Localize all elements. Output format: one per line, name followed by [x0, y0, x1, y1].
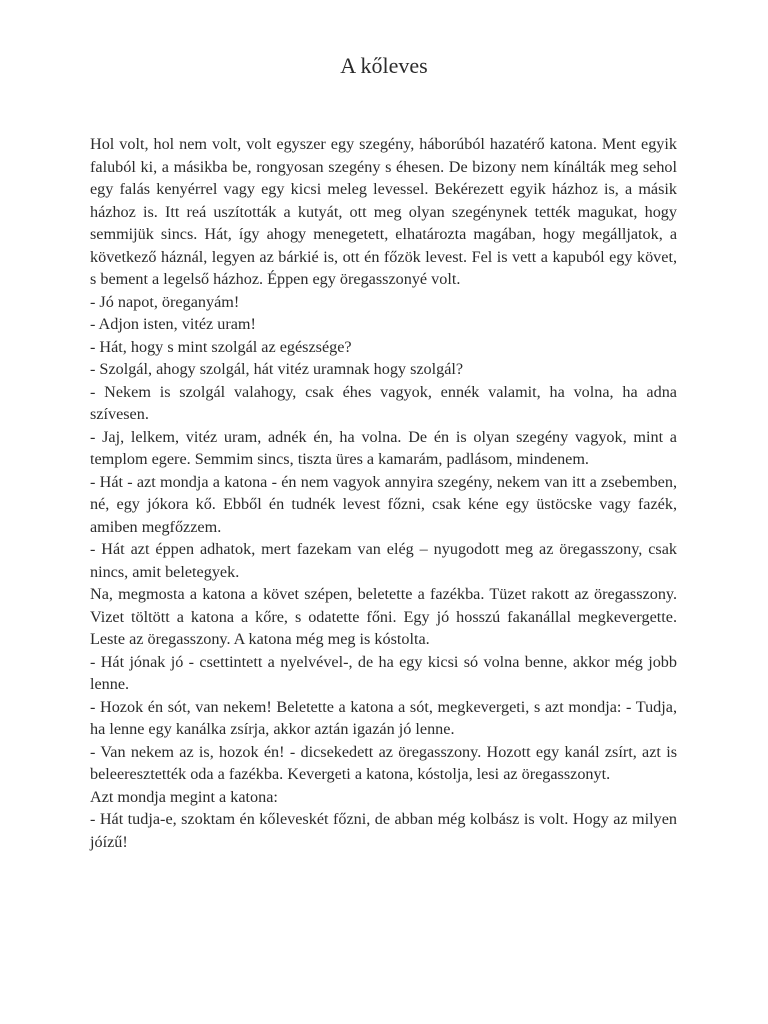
dialogue-line: - Hát - azt mondja a katona - én nem vagyok annyira szegény, nekem van itt a zsebemben, né, egy jókora kő. Ebből én tudnék levest főzni, csak kéne egy üstöcske vagy fazék, amiben megfőzzem. [90, 472, 677, 536]
dialogue-line: - Hát azt éppen adhatok, mert fazekam van elég – nyugodott meg az öregasszony, csak nincs, amit beletegyek. [90, 540, 677, 581]
dialogue-line: - Adjon isten, vitéz uram! [90, 315, 256, 333]
dialogue-line: - Nekem is szolgál valahogy, csak éhes vagyok, ennék valamit, ha volna, ha adna szívesen. [90, 382, 677, 423]
dialogue-line: - Szolgál, ahogy szolgál, hát vitéz uramnak hogy szolgál? [90, 360, 464, 378]
paragraph: Na, megmosta a katona a követ szépen, beletette a fazékba. Tüzet rakott az öregasszony. Vizet töltött a katona a kőre, s odatette főni. Egy jó hosszú fakanállal megkevergette. Leste az öregasszony. A katona még meg is kóstolta. [90, 585, 677, 648]
document-title: A kőleves [340, 53, 428, 78]
paragraph: Azt mondja megint a katona: [90, 787, 278, 806]
dialogue-line: - Hát, hogy s mint szolgál az egészsége? [90, 337, 352, 356]
dialogue-line: - Hát jónak jó - csettintett a nyelvével-, de ha egy kicsi só volna benne, akkor még jobb lenne. [90, 652, 677, 693]
dialogue-line: - Hozok én sót, van nekem! Beletette a katona a sót, megkevergeti, s azt mondja: - Tudja, ha lenne egy kanálka zsírja, akkor aztán igazán jó lenne. [90, 697, 677, 738]
dialogue-line: - Van nekem az is, hozok én! - dicsekedett az öregasszony. Hozott egy kanál zsírt, azt is beleeresztették oda a fazékba. Kevergeti a katona, kóstolja, lesi az öregasszonyt. [90, 742, 677, 783]
document-body [90, 133, 677, 853]
dialogue-line: - Jó napot, öreganyám! [90, 292, 240, 311]
dialogue-line: - Hát tudja-e, szoktam én kőleveskét főzni, de abban még kolbász is volt. Hogy az milyen jóízű! [90, 810, 677, 851]
dialogue-line: - Jaj, lelkem, vitéz uram, adnék én, ha volna. De én is olyan szegény vagyok, mint a templom egere. Semmim sincs, tiszta üres a kamarám, padlásom, mindenem. [90, 427, 677, 468]
paragraph: Hol volt, hol nem volt, volt egyszer egy szegény, háborúból hazatérő katona. Ment egyik faluból ki, a másikba be, rongyosan szegény s éhesen. De bizony nem kínálták meg sehol egy falás kenyérrel vagy egy kicsi meleg levessel. Bekérezett egyik házhoz is, a másik házhoz is. Itt reá uszították a kutyát, ott meg olyan szegénynek tették magukat, hogy semmijük sincs. Hát, így ahogy menegetett, elhatározta magában, hogy megálljatok, a következő háznál, legyen az bárkié is, ott én főzök levest. Fel is vett a kapuból egy követ, s bement a legelső házhoz. Éppen egy öregasszonyé volt. [90, 135, 677, 288]
